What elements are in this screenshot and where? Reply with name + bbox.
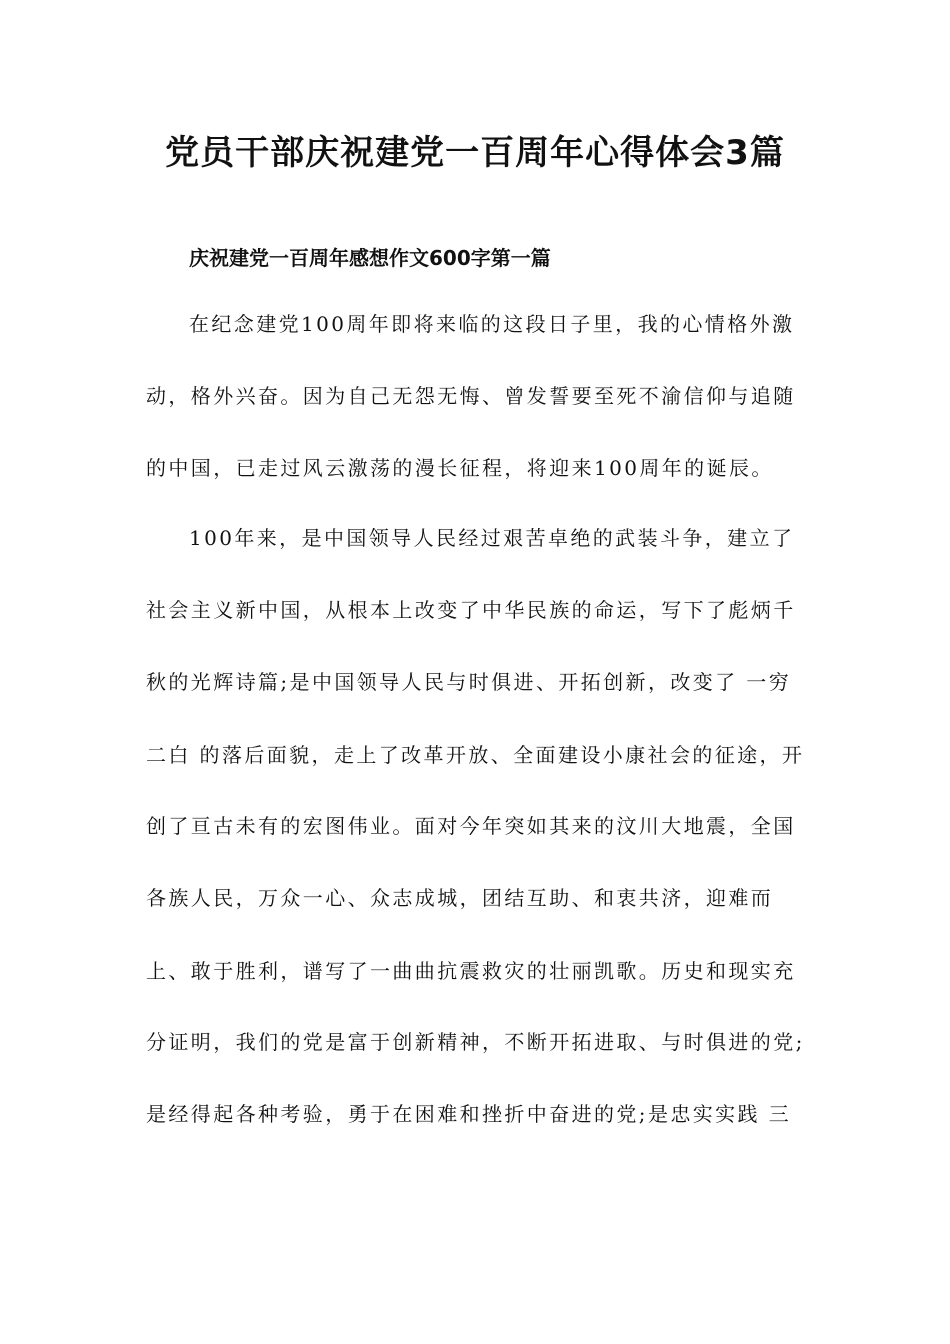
paragraph-line: 是经得起各种考验，勇于在困难和挫折中奋进的党;是忠实实践 三: [146, 1102, 792, 1126]
paragraph-line: 秋的光辉诗篇;是中国领导人民与时俱进、开拓创新，改变了 一穷: [146, 670, 792, 694]
paragraph-line: 创了亘古未有的宏图伟业。面对今年突如其来的汶川大地震，全国: [146, 814, 796, 838]
paragraph-line: 在纪念建党100周年即将来临的这段日子里，我的心情格外激: [189, 312, 795, 336]
paragraph-line: 100年来，是中国领导人民经过艰苦卓绝的武装斗争，建立了: [189, 526, 795, 550]
paragraph-line: 上、敢于胜利，谱写了一曲曲抗震救灾的壮丽凯歌。历史和现实充: [146, 959, 796, 983]
document-title: 党员干部庆祝建党一百周年心得体会3篇: [165, 133, 785, 173]
paragraph-line: 二白 的落后面貌，走上了改革开放、全面建设小康社会的征途，开: [146, 743, 805, 767]
paragraph-line: 各族人民，万众一心、众志成城，团结互助、和衷共济，迎难而: [146, 886, 774, 910]
paragraph-line: 动，格外兴奋。因为自己无怨无悔、曾发誓要至死不渝信仰与追随: [146, 384, 796, 408]
section-heading: 庆祝建党一百周年感想作文600字第一篇: [189, 246, 551, 270]
paragraph-line: 的中国，已走过风云激荡的漫长征程，将迎来100周年的诞辰。: [146, 456, 774, 480]
paragraph-line: 社会主义新中国，从根本上改变了中华民族的命运，写下了彪炳千: [146, 598, 796, 622]
paragraph-line: 分证明，我们的党是富于创新精神，不断开拓进取、与时俱进的党;: [146, 1030, 805, 1054]
